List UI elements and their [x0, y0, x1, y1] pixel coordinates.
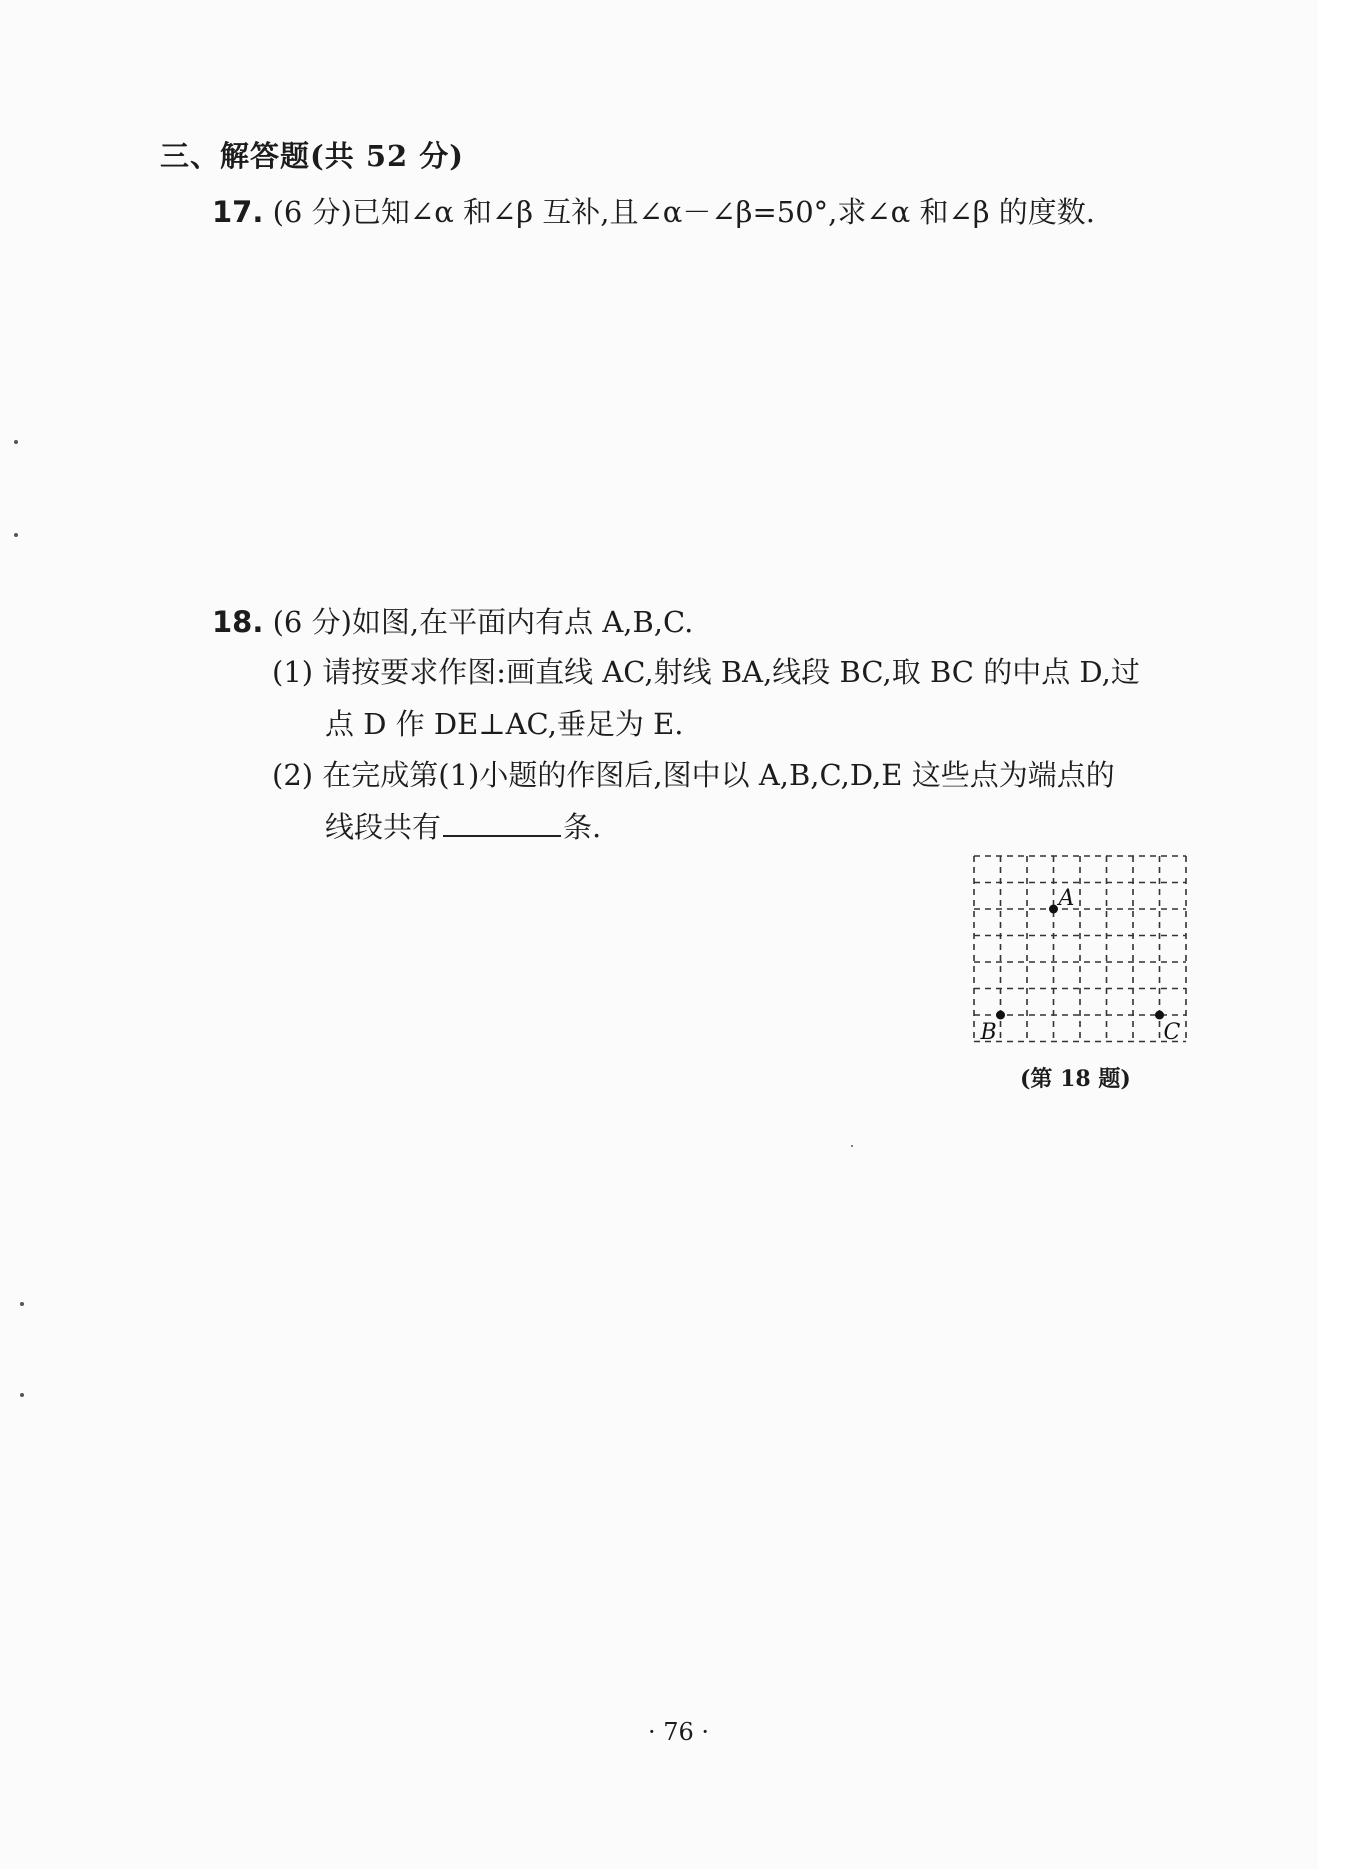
- dashed-grid: [974, 856, 1186, 1042]
- question-18-part2-line2: [325, 805, 601, 846]
- margin-dot: [851, 1145, 853, 1147]
- point-label-c: C: [1163, 1020, 1181, 1045]
- point-label-a: A: [1058, 886, 1075, 911]
- margin-dot: [20, 1393, 24, 1397]
- part2-after-blank: 条.: [563, 810, 602, 844]
- margin-dot: [14, 440, 18, 444]
- question-17-number: 17.: [212, 195, 264, 229]
- point-a: [1049, 905, 1058, 914]
- margin-dot: [20, 1302, 24, 1306]
- question-17-text: (6 分)已知∠α 和∠β 互补,且∠α－∠β=50°,求∠α 和∠β 的度数.: [272, 195, 1095, 229]
- figure-caption: (第 18 题): [1020, 1066, 1131, 1092]
- question-18-text: (6 分)如图,在平面内有点 A,B,C.: [272, 605, 694, 639]
- point-c: [1155, 1011, 1164, 1020]
- question-18-part2-line1: (2) 在完成第(1)小题的作图后,图中以 A,B,C,D,E 这些点为端点的: [272, 758, 1115, 792]
- question-17: [212, 190, 1095, 231]
- grid-figure: [968, 850, 1188, 1050]
- question-18-part1-line1: (1) 请按要求作图:画直线 AC,射线 BA,线段 BC,取 BC 的中点 D,过: [272, 655, 1140, 689]
- point-b: [996, 1011, 1005, 1020]
- page-number: · 76 ·: [648, 1718, 710, 1746]
- answer-blank[interactable]: [443, 809, 561, 837]
- question-18-number: 18.: [212, 605, 264, 639]
- margin-dot: [14, 533, 18, 537]
- part2-before-blank: 线段共有: [325, 810, 442, 844]
- section-title: 三、解答题(共 52 分): [160, 139, 464, 173]
- question-18: [212, 600, 693, 641]
- point-label-b: B: [980, 1020, 997, 1045]
- question-18-part1-line2: 点 D 作 DE⊥AC,垂足为 E.: [325, 707, 684, 741]
- page-edge: [1318, 0, 1350, 1869]
